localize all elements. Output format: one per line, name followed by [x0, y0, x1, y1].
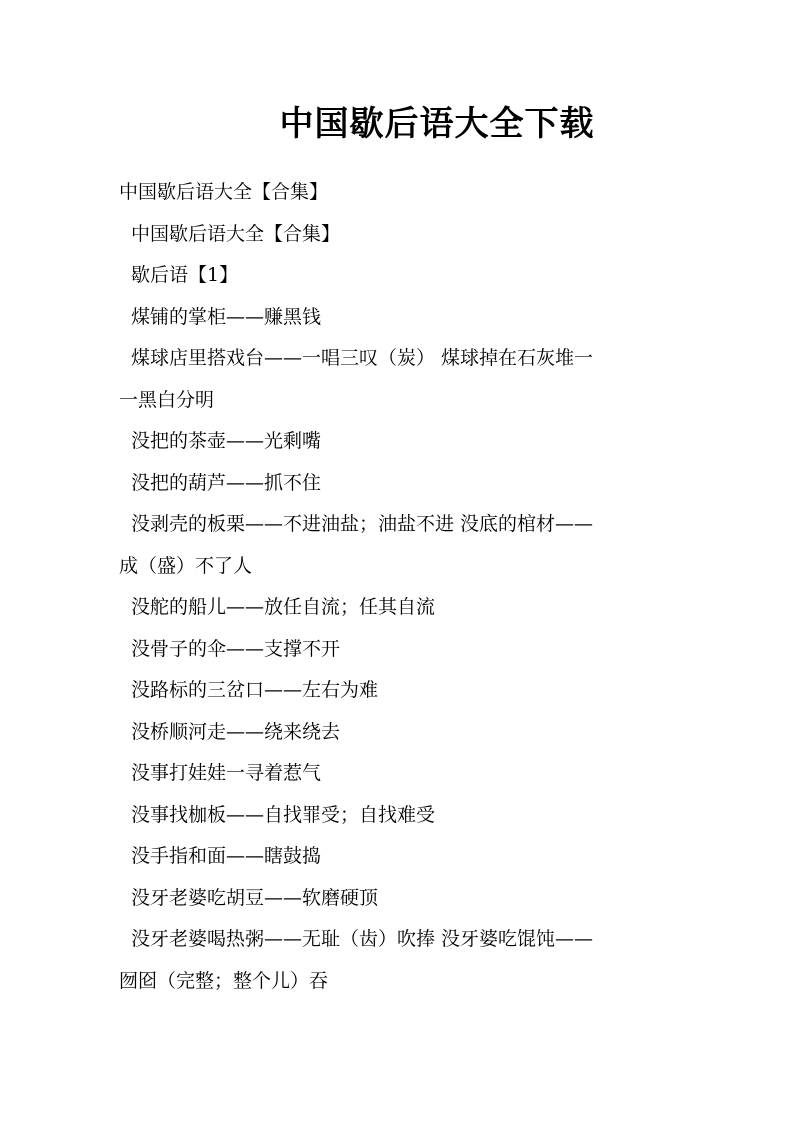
paragraph-line: 没路标的三岔口——左右为难: [131, 679, 379, 701]
paragraph-line: 中国歇后语大全【合集】: [131, 222, 341, 245]
paragraph-line: 没手指和面——瞎鼓捣: [131, 845, 322, 867]
paragraph-line: 没剥壳的板栗——不进油盐；油盐不进 没底的棺材——: [131, 513, 594, 535]
paragraph-line: 囫囵（完整；整个儿）吞: [119, 969, 329, 992]
paragraph-line: 没桥顺河走——绕来绕去: [131, 720, 341, 743]
paragraph-line: 成（盛）不了人: [119, 554, 253, 577]
document-body: [119, 172, 679, 1002]
paragraph-line: 没把的茶壶——光剩嘴: [131, 430, 322, 452]
paragraph-line: 中国歇后语大全【合集】: [119, 181, 329, 203]
paragraph-line: 没牙老婆吃胡豆——软磨硬顶: [131, 886, 379, 909]
paragraph-line: 没骨子的伞——支撑不开: [131, 637, 341, 660]
paragraph-line: 一黑白分明: [119, 388, 215, 411]
paragraph-line: 没牙老婆喝热粥——无耻（齿）吹捧 没牙婆吃馄饨——: [131, 928, 594, 950]
paragraph-line: 没把的葫芦——抓不住: [131, 471, 322, 494]
paragraph-line: 没事打娃娃一寻着惹气: [131, 762, 322, 784]
paragraph-line: 歇后语【1】: [131, 264, 239, 286]
page-title: 中国歇后语大全下载: [279, 104, 595, 144]
paragraph-line: 没舵的船儿——放任自流；任其自流: [131, 596, 436, 618]
paragraph-line: 煤铺的掌柜——赚黑钱: [131, 305, 322, 328]
paragraph-line: 没事找枷板——自找罪受；自找难受: [131, 803, 436, 826]
paragraph-line: 煤球店里搭戏台——一唱三叹（炭） 煤球掉在石灰堆一: [131, 347, 594, 369]
